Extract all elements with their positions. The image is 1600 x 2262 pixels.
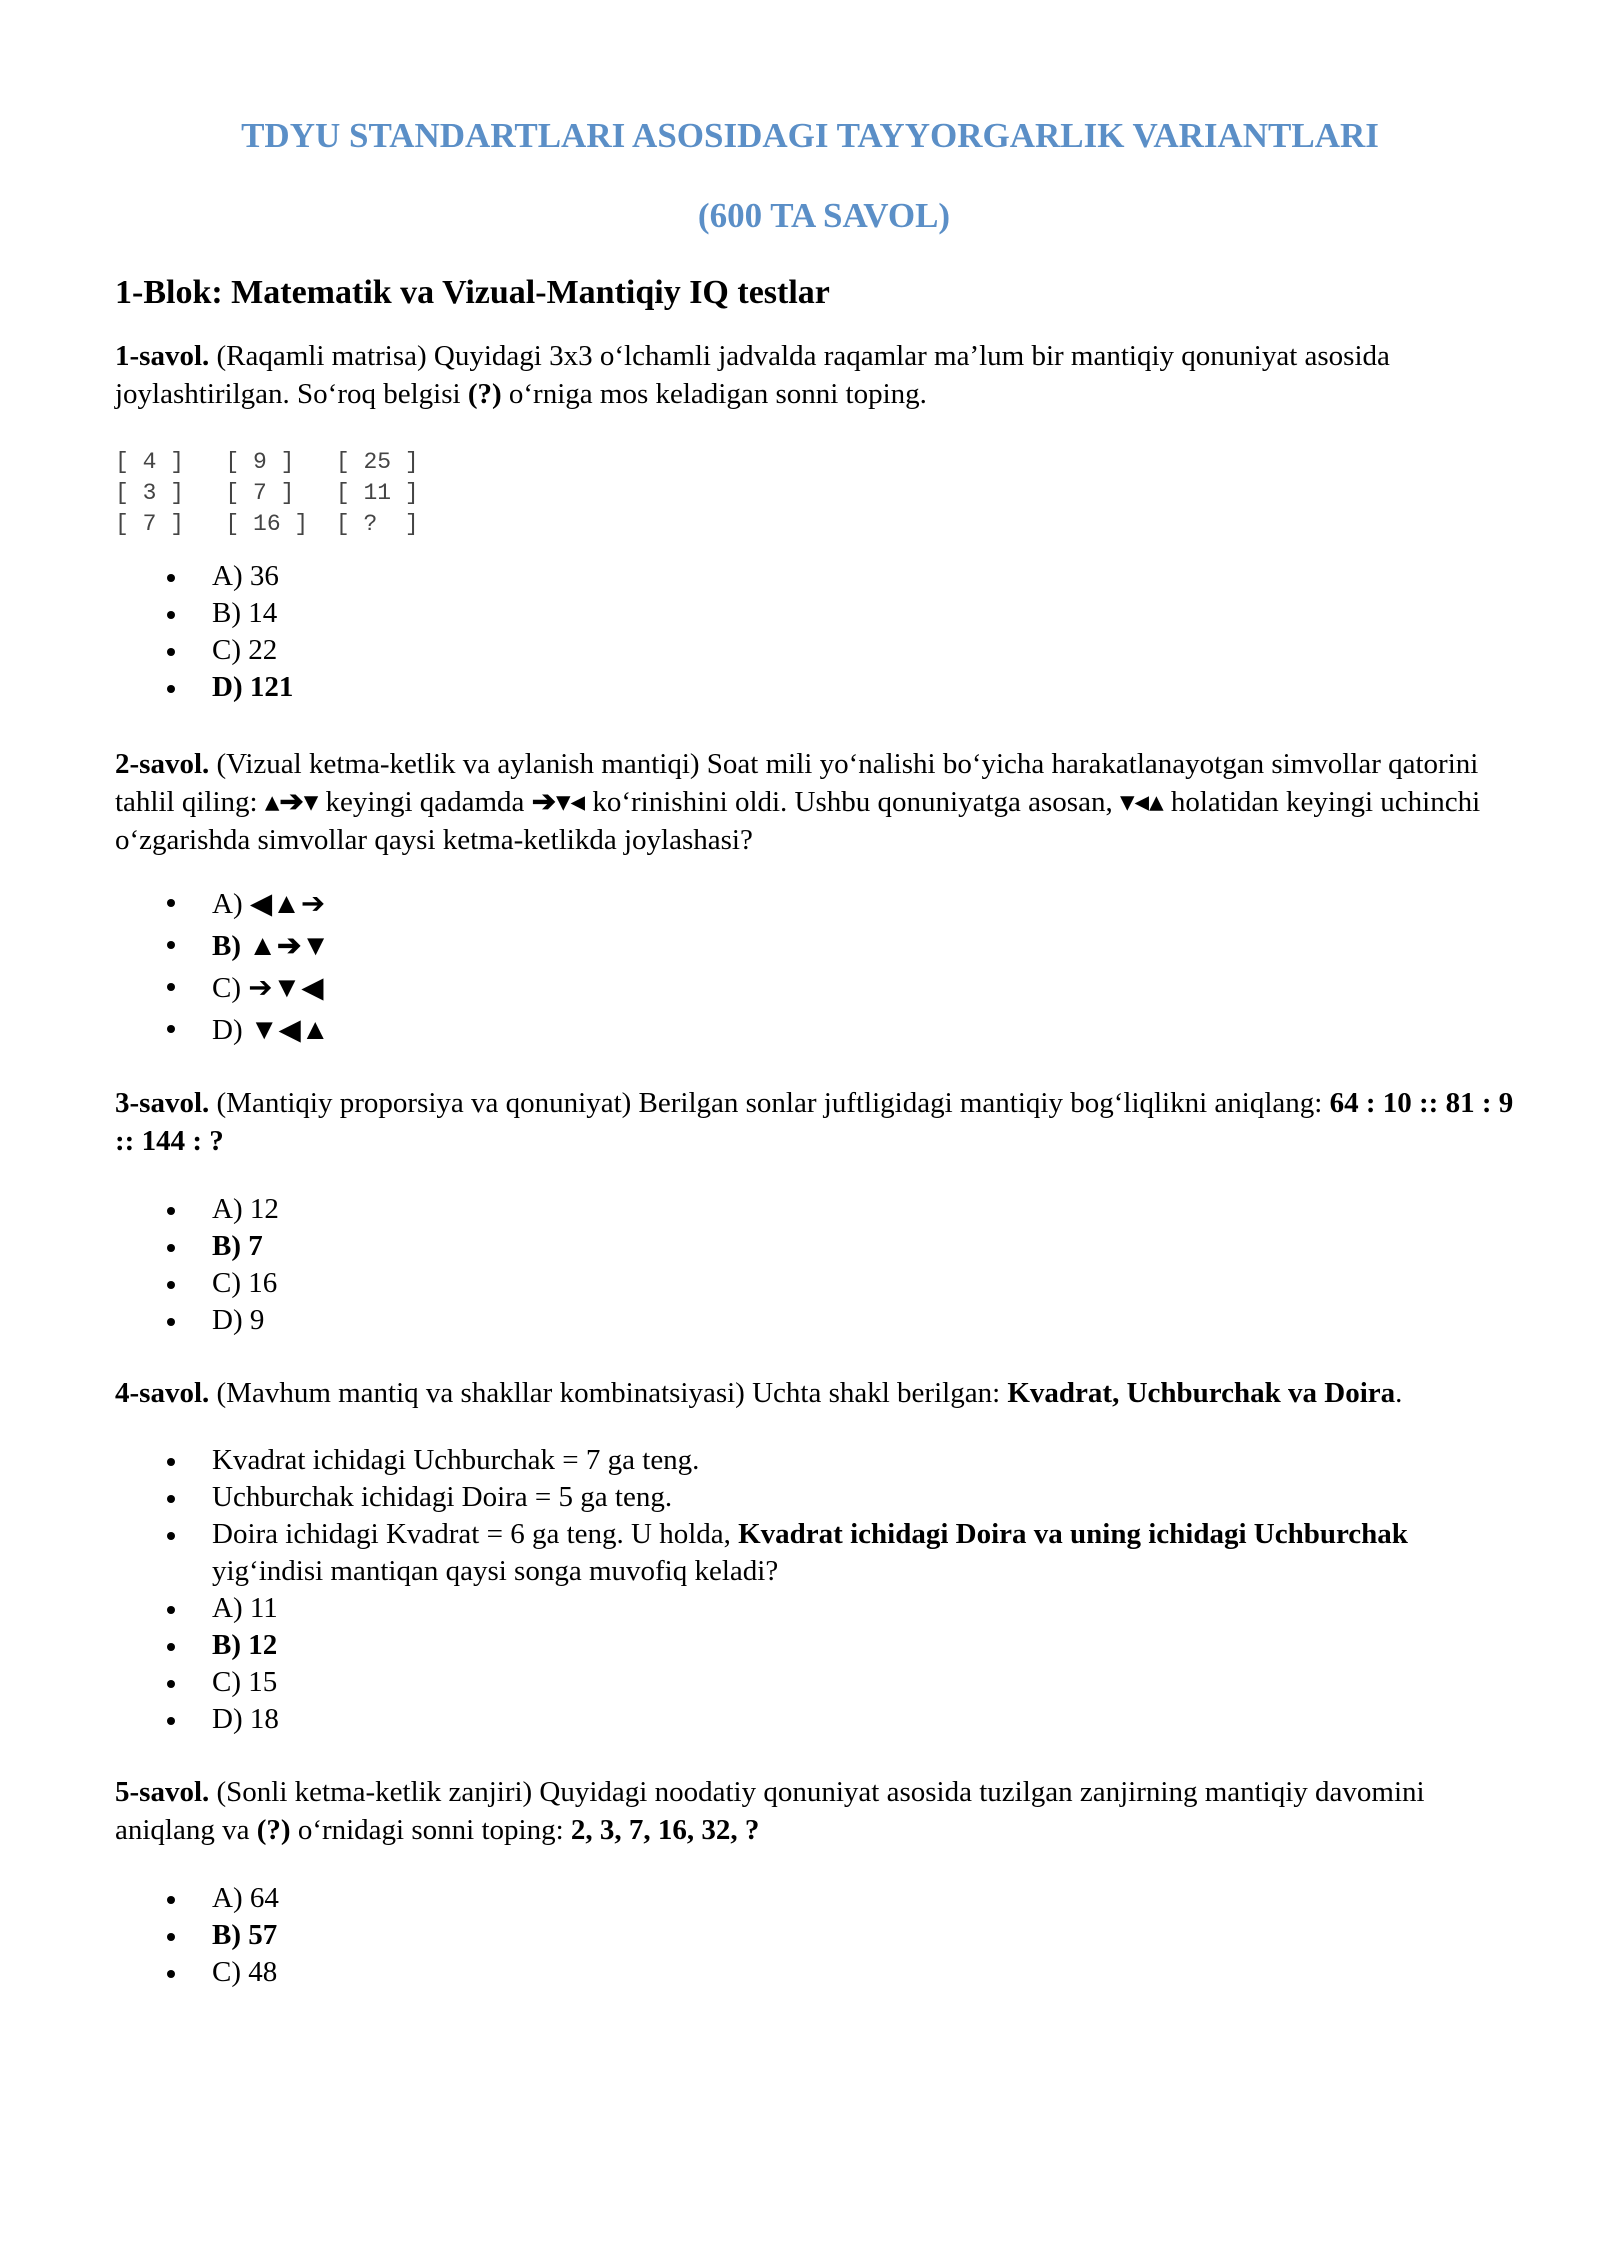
option-d: D) ▼◀▲ — [212, 1009, 1525, 1051]
option-b-correct: B) 12 — [212, 1627, 1525, 1664]
question-1-text — [115, 338, 1525, 413]
question-2-text-part: (Vizual ketma-ketlik va aylanish mantiqi) Soat mili yo‘nalishi bo‘yicha harakatlanayotgan simvollar qatorini tahlil qiling: — [115, 748, 1479, 818]
question-1 — [115, 338, 1525, 706]
question-3-number: 3-savol. — [115, 1087, 210, 1120]
symbol-sequence: ▴➔▾ — [264, 785, 319, 818]
option-a: A) ◀▲➔ — [212, 883, 1525, 925]
option-c: C) 22 — [212, 632, 1525, 669]
option-b: B) 14 — [212, 595, 1525, 632]
question-2-options — [115, 883, 1525, 1051]
question-2 — [115, 746, 1525, 1051]
symbol-sequence: ➔▾◂ — [531, 785, 586, 818]
fact-text-part: yig‘indisi mantiqan qaysi songa muvofiq keladi? — [212, 1555, 779, 1588]
question-4-text — [115, 1375, 1525, 1413]
matrix-row: [ 7 ] [ 16 ] [ ? ] — [115, 511, 419, 538]
question-1-text-part: o‘rniga mos keladigan sonni toping. — [501, 377, 927, 410]
question-4-text-part: . — [1395, 1376, 1403, 1409]
matrix-row: [ 3 ] [ 7 ] [ 11 ] — [115, 480, 419, 507]
option-c: C) 15 — [212, 1664, 1525, 1701]
number-matrix — [115, 447, 1525, 540]
option-a: A) 36 — [212, 558, 1525, 595]
question-2-text-part: holatidan keyingi uchinchi o‘zgarishda simvollar qaysi ketma-ketlikda joylashasi? — [115, 785, 1481, 856]
question-5-number: 5-savol. — [115, 1776, 210, 1809]
question-5-text-part: o‘rnidagi sonni toping: — [290, 1814, 571, 1847]
question-mark-placeholder: (?) — [256, 1814, 291, 1847]
fact-item: Kvadrat ichidagi Uchburchak = 7 ga teng. — [212, 1442, 1525, 1479]
question-4-text-part: (Mavhum mantiq va shakllar kombinatsiyasi) Uchta shakl berilgan: — [209, 1376, 1008, 1409]
matrix-row: [ 4 ] [ 9 ] [ 25 ] — [115, 449, 419, 476]
question-3-text-part: (Mantiqiy proporsiya va qonuniyat) Berilgan sonlar juftligidagi mantiqiy bog‘liqlikni aniqlang: — [209, 1087, 1330, 1120]
question-3-text — [115, 1085, 1525, 1160]
shape-names: Kvadrat, Uchburchak va Doira — [1007, 1376, 1396, 1409]
fact-emphasis: Kvadrat ichidagi Doira va uning ichidagi Uchburchak — [738, 1518, 1408, 1551]
option-c: C) 48 — [212, 1954, 1525, 1991]
question-1-text-part: (Raqamli matrisa) Quyidagi 3x3 o‘lchamli jadvalda raqamlar ma’lum bir mantiqiy qonuniyat asosida joylashtirilgan. So‘roq belgisi — [115, 339, 1390, 410]
block-heading: 1-Blok: Matematik va Vizual-Mantiqiy IQ testlar — [115, 274, 830, 311]
question-4-number: 4-savol. — [115, 1376, 210, 1409]
question-mark-placeholder: (?) — [467, 377, 502, 410]
option-b-correct: B) 7 — [212, 1228, 1525, 1265]
question-2-text-part: ko‘rinishini oldi. Ushbu qonuniyatga asosan, — [585, 785, 1120, 818]
option-b-correct: B) ▲➔▼ — [212, 925, 1525, 967]
document-subtitle: (600 TA SAVOL) — [697, 196, 951, 235]
question-1-number: 1-savol. — [115, 339, 210, 372]
fact-text-part: Doira ichidagi Kvadrat = 6 ga teng. U holda, — [212, 1518, 739, 1551]
question-2-text-part: keyingi qadamda — [318, 785, 532, 818]
question-2-text — [115, 746, 1525, 859]
question-5-text — [115, 1774, 1525, 1849]
question-5-options — [115, 1880, 1525, 1991]
question-3-options — [115, 1191, 1525, 1339]
fact-item: Uchburchak ichidagi Doira = 5 ga teng. — [212, 1479, 1525, 1516]
option-d-correct: D) 121 — [212, 669, 1525, 706]
option-d: D) 9 — [212, 1302, 1525, 1339]
document-content — [115, 270, 1525, 1991]
option-a: A) 64 — [212, 1880, 1525, 1917]
option-a: A) 11 — [212, 1590, 1525, 1627]
question-2-number: 2-savol. — [115, 748, 210, 781]
number-sequence: 2, 3, 7, 16, 32, ? — [570, 1814, 760, 1847]
option-a: A) 12 — [212, 1191, 1525, 1228]
document-title: TDYU STANDARTLARI ASOSIDAGI TAYYORGARLIK VARIANTLARI — [241, 116, 1379, 155]
question-5 — [115, 1774, 1525, 1990]
question-5-text-part: (Sonli ketma-ketlik zanjiri) Quyidagi noodatiy qonuniyat asosida tuzilgan zanjirning mantiqiy davomini aniqlang va — [115, 1776, 1425, 1847]
fact-item — [212, 1516, 1525, 1590]
proportion-expression: 64 : 10 :: 81 : 9 :: 144 : ? — [115, 1087, 1514, 1158]
option-c: C) 16 — [212, 1265, 1525, 1302]
option-c: C) ➔▼◀ — [212, 967, 1525, 1009]
symbol-sequence: ▾◂▴ — [1119, 785, 1164, 818]
question-4-options — [115, 1442, 1525, 1738]
option-b-correct: B) 57 — [212, 1917, 1525, 1954]
option-d: D) 18 — [212, 1701, 1525, 1738]
question-4 — [115, 1375, 1525, 1739]
question-1-options — [115, 558, 1525, 706]
question-3 — [115, 1085, 1525, 1338]
